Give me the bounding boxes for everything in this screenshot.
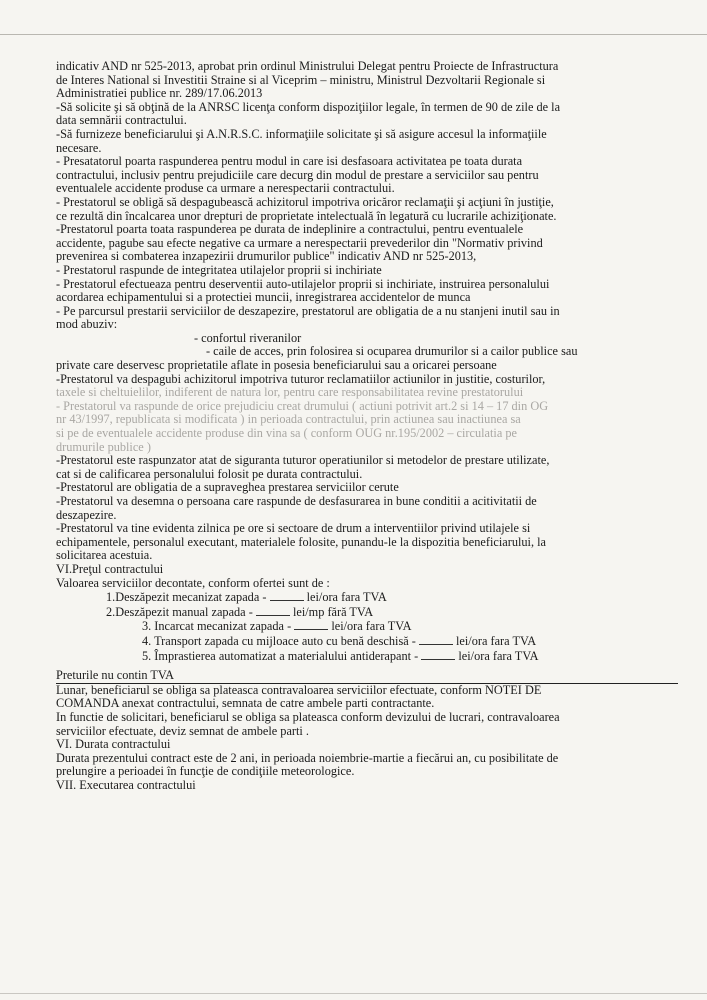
- price-label: 4. Transport zapada cu mijloace auto cu benă deschisă -: [142, 633, 419, 648]
- text-line: - Prestatorul se obligă să despagubească achizitorul impotriva oricăror reclamaţii şi acţiuni în justiţie,: [56, 195, 554, 209]
- text-line: -Prestatorul are obligatia de a supraveghea prestarea serviciilor cerute: [56, 481, 399, 495]
- text-line: contractului, inclusiv pentru prejudiciile care decurg din modul de prestare a serviciilor sau pentru: [56, 168, 539, 182]
- text-line: -Să furnizeze beneficiarului şi A.N.R.S.C. informaţiile solicitate şi să asigure accesul la informaţiile: [56, 127, 547, 141]
- text-line: cat si de calificarea personalului folosit pe durata contractului.: [56, 467, 363, 481]
- text-line: deszapezire.: [56, 508, 117, 522]
- text-line: -Prestatorul este raspunzator atat de siguranta tuturor operatiunilor si metodelor de prestare utilizate,: [56, 454, 550, 468]
- text-line: data semnării contractului.: [56, 114, 187, 128]
- text-line: Lunar, beneficiarul se obliga sa plateasca contravaloarea serviciilor efectuate, conform NOTEI DE: [56, 683, 542, 697]
- price-unit: lei/ora fara TVA: [455, 648, 539, 663]
- price-blank: [419, 634, 453, 645]
- text-line: -Prestatorul poarta toata raspunderea pe durata de indeplinire a contractului, pentru eventualele: [56, 223, 524, 237]
- text-line: In functie de solicitari, beneficiarul se obliga sa plateasca conform devizului de lucrari, contravaloarea: [56, 710, 560, 724]
- price-unit: lei/ora fara TVA: [328, 619, 412, 634]
- text-line: accidente, pagube sau efecte negative ca urmare a nerespectarii prevederilor din "Normativ privind: [56, 236, 543, 250]
- price-label: 2.Deszăpezit manual zapada -: [106, 604, 256, 619]
- price-blank: [294, 619, 328, 630]
- price-blank: [270, 590, 304, 601]
- text-line: Durata prezentului contract este de 2 ani, in perioada noiembrie-martie a fiecărui an, cu posibilitate de: [56, 751, 559, 765]
- price-unit: lei/ora fara TVA: [303, 590, 387, 605]
- price-item: [56, 590, 678, 605]
- text-line: serviciilor efectuate, deviz semnat de ambele parti .: [56, 724, 309, 738]
- bullet-item: - confortul riveranilor: [194, 331, 302, 345]
- price-label: 1.Deszăpezit mecanizat zapada -: [106, 590, 270, 605]
- text-line: mod abuziv:: [56, 318, 118, 332]
- section-heading: VI. Durata contractului: [56, 738, 171, 752]
- text-line: acordarea echipamentului si a protectiei muncii, inregistrarea accidentelor de munca: [56, 291, 471, 305]
- text-line: COMANDA anexat contractului, semnata de catre ambele parti contractante.: [56, 697, 435, 711]
- price-label: 3. Incarcat mecanizat zapada -: [142, 619, 295, 634]
- text-line: -Să solicite şi să obţină de la ANRSC licenţa conform dispoziţiilor legale, în termen de 90 de zile de la: [56, 100, 561, 114]
- text-line: prevenirea si combaterea inzapezirii drumurilor publice" indicativ AND nr 525-2013,: [56, 250, 477, 264]
- text-line: de Interes National si Investitii Straine si al Viceprim – ministru, Ministrul Dezvoltarii Regionale si: [56, 73, 546, 87]
- section-heading: VI.Preţul contractului: [56, 562, 164, 576]
- text-line: solicitarea acestuia.: [56, 549, 153, 563]
- page-bottom-edge: [0, 993, 707, 994]
- text-line: -Prestatorul va desemna o persoana care raspunde de desfasurarea in bune conditii a acitivitatii de: [56, 495, 537, 508]
- page-top-edge: [0, 34, 707, 35]
- faded-text-line: nr 43/1997, republicata si modificata ) in perioada contractului, prin actiunea sau inactiunea sa: [56, 413, 521, 427]
- text-line: echipamentele, personalul executant, materialele folosite, punandu-le la dispozitia beneficiarului, la: [56, 535, 546, 549]
- text-line: private care deservesc proprietatile aflate in posesia beneficiarului sau a oricarei persoane: [56, 359, 497, 373]
- price-unit: lei/mp fără TVA: [289, 604, 374, 619]
- text-line: Administratiei publice nr. 289/17.06.2013: [56, 87, 263, 101]
- text-line: - Prestatorul raspunde de integritatea utilajelor proprii si inchiriate: [56, 263, 382, 277]
- text-line: eventualele accidente produse ca urmare a nerespectarii contractului.: [56, 182, 395, 196]
- price-unit: lei/ora fara TVA: [452, 633, 537, 648]
- price-item: [56, 649, 678, 664]
- faded-text-line: - Prestatorul va raspunde de orice prejudiciu creat drumului ( actiuni potrivit art.2 si 14 – 17 din OG: [56, 399, 549, 413]
- price-item: [56, 619, 678, 634]
- price-item: [56, 634, 678, 649]
- price-blank: [421, 649, 455, 660]
- price-label: 5. Împrastierea automatizat a materialului antiderapant -: [142, 648, 422, 663]
- text-line: - Pe parcursul prestarii serviciilor de deszapezire, prestatorul are obligatia de a nu stanjeni inutil sau in: [56, 304, 560, 318]
- text-line: ce rezultă din încalcarea unor drepturi de proprietate intelectuală în legatură cu lucrarile achiziţionate.: [56, 209, 557, 223]
- text-line: necesare.: [56, 141, 102, 155]
- price-item: [56, 605, 678, 620]
- text-line: -Prestatorul va tine evidenta zilnica pe ore si sectoare de drum a interventiilor privind utilajele si: [56, 522, 531, 536]
- faded-text-line: taxele si cheltuielilor, indiferent de natura lor, pentru care responsabilitatea revine prestatorului: [56, 386, 524, 400]
- text-line: - Presatatorul poarta raspunderea pentru modul in care isi desfasoara activitatea pe toata durata: [56, 155, 523, 169]
- bullet-item: - caile de acces, prin folosirea si ocuparea drumurilor si a cailor publice sau: [206, 345, 578, 359]
- text-line: Valoarea serviciilor decontate, conform ofertei sunt de :: [56, 576, 330, 590]
- price-note: Preturile nu contin TVA: [56, 669, 678, 684]
- section-heading: VII. Executarea contractului: [56, 778, 196, 792]
- price-blank: [256, 605, 290, 616]
- contract-page: [56, 60, 678, 792]
- text-line: -Prestatorul va despagubi achizitorul impotriva tuturor reclamatiilor actiunilor in justitie, costurilor,: [56, 372, 546, 386]
- text-line: - Prestatorul efectueaza pentru deserventii auto-utilajelor proprii si inchiriate, instruirea personalului: [56, 277, 550, 291]
- faded-text-line: si pe de eventualele accidente produse din vina sa ( conform OUG nr.195/2002 – circulatia pe: [56, 427, 517, 441]
- text-line: prelungire a perioadei în funcţie de condiţiile meteorologice.: [56, 765, 355, 779]
- faded-text-line: drumurile publice ): [56, 440, 151, 454]
- text-line: indicativ AND nr 525-2013, aprobat prin ordinul Ministrului Delegat pentru Proiecte de Infrastructura: [56, 60, 559, 73]
